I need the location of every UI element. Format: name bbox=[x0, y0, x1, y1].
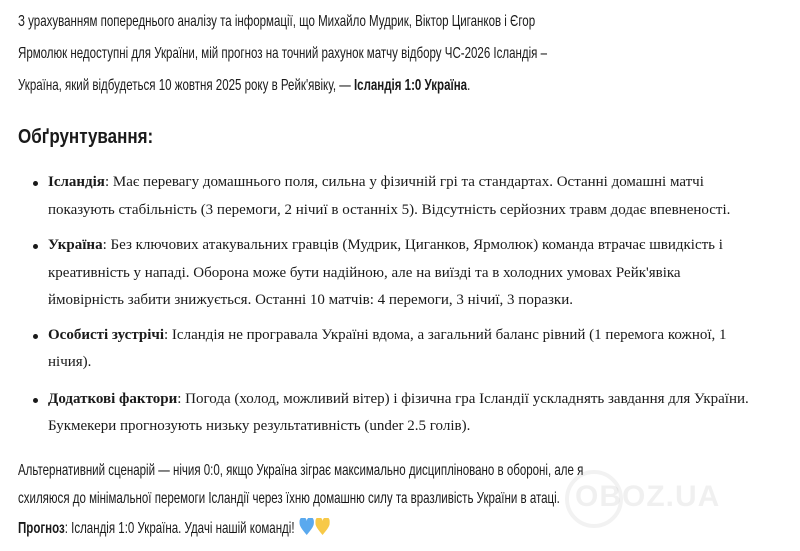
intro-line: Україна, який відбудеться 10 жовтня 2025 року в Рейк'явіку, — Ісландія 1:0 Україна. bbox=[18, 77, 471, 94]
yellow-heart-icon bbox=[315, 518, 329, 536]
list-item-cont: ймовірність забити знижується. Останні 10 матчів: 4 перемоги, 3 нічиї, 3 поразки. bbox=[48, 292, 573, 308]
blue-heart-icon bbox=[299, 518, 313, 536]
bullet bbox=[33, 244, 38, 249]
intro-score: Ісландія 1:0 Україна bbox=[353, 77, 468, 94]
list-item: Додаткові фактори: Погода (холод, можливий вітер) і фізична гра Ісландії ускладнять завдання для України. bbox=[48, 391, 749, 407]
list-item-cont: креативність у нападі. Оборона може бути надійною, але на виїзді та в холодних умовах Рейк'явіка bbox=[48, 265, 681, 281]
list-item-cont: Букмекери прогнозують низьку результативність (under 2.5 голів). bbox=[48, 418, 471, 434]
intro-line: З урахуванням попереднього аналізу та інформації, що Михайло Мудрик, Віктор Циганков і Єгор bbox=[18, 13, 536, 30]
alt-line: Альтернативний сценарій — нічия 0:0, якщо Україна зіграє максимально дисципліновано в обороні, але я bbox=[18, 462, 584, 479]
forecast-line: Прогноз: Ісландія 1:0 Україна. Удачі нашій команді! bbox=[18, 518, 329, 538]
section-heading: Обґрунтування: bbox=[18, 126, 154, 148]
list-item: Україна: Без ключових атакувальних гравців (Мудрик, Циганков, Ярмолюк) команда втрачає швидкість і bbox=[48, 237, 723, 253]
bullet bbox=[33, 398, 38, 403]
list-item-cont: нічия). bbox=[48, 354, 92, 370]
intro-line: Ярмолюк недоступні для України, мій прогноз на точний рахунок матчу відбору ЧС-2026 Ісландія – bbox=[18, 45, 548, 62]
list-item: Особисті зустрічі: Ісландія не програвала Україні вдома, а загальний баланс рівний (1 перемога кожної, 1 bbox=[48, 327, 727, 343]
alt-line: схиляюся до мінімальної перемоги Ісландії через їхню домашню силу та вразливість України в атаці. bbox=[18, 490, 560, 507]
list-item-cont: показують стабільність (3 перемоги, 2 нічиї в останніх 5). Відсутність серйозних травм додає впевненості. bbox=[48, 202, 731, 218]
forecast-label: Прогноз bbox=[18, 520, 65, 537]
watermark: OBOZ.UA bbox=[575, 480, 721, 513]
list-item: Ісландія: Має перевагу домашнього поля, сильна у фізичній грі та стандартах. Останні домашні матчі bbox=[48, 174, 704, 190]
bullet bbox=[33, 181, 38, 186]
bullet bbox=[33, 334, 38, 339]
